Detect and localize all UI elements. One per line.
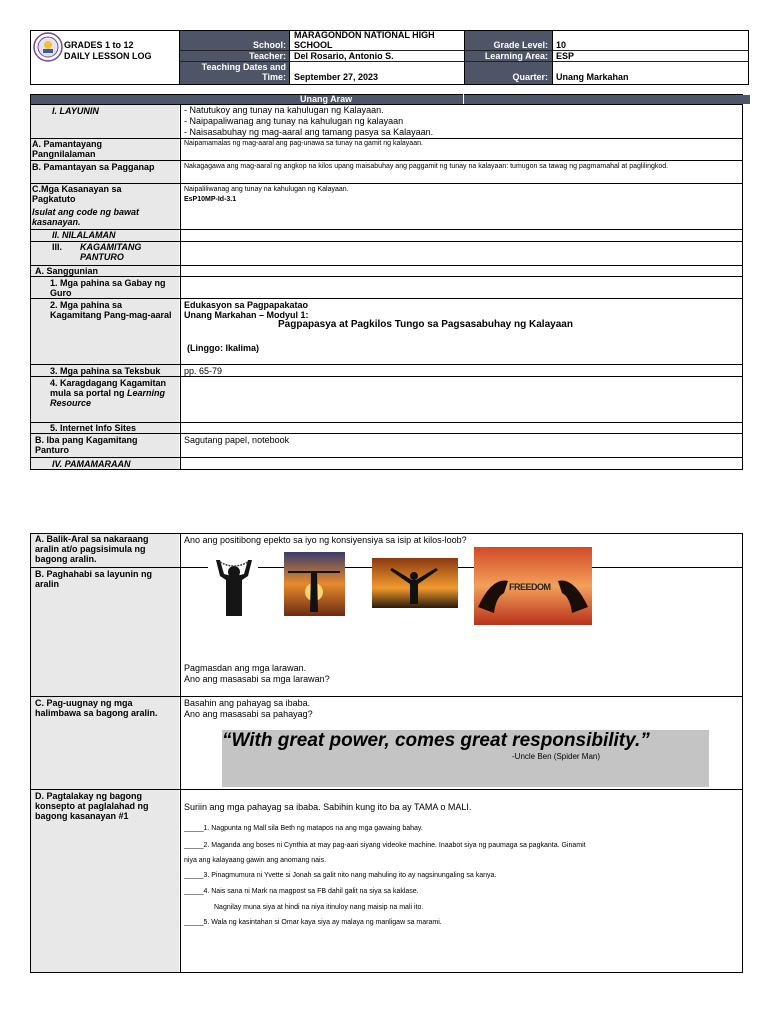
day-header: Unang Araw	[300, 94, 353, 104]
layunin-line-1: - Natutukoy ang tunay na kahulugan ng Kalayaan.	[184, 105, 384, 115]
internet-info-label: 5. Internet Info Sites	[50, 423, 137, 433]
kagamitang-label: KAGAMITANG PANTURO	[80, 242, 142, 262]
module-quarter: Unang Markahan – Modyul 1:	[184, 310, 309, 320]
pag-uugnay-value-2: Ano ang masasabi sa pahayag?	[184, 709, 313, 719]
layunin-line-3: - Naisasabuhay ng mag-aaral ang tamang pasya sa Kalayaan.	[184, 127, 434, 137]
iba-pang-kagamitan-label: B. Iba pang Kagamitang Panturo	[35, 435, 138, 455]
deped-seal-logo	[33, 32, 63, 62]
quarter-label: Quarter:	[512, 72, 548, 82]
pagtalakay-item-3: _____3. Pinagmumura ni Yvette si Jonah sa galit nito nang mahuling ito ay nagsinungaling sa kanya.	[184, 872, 497, 879]
learning-resource-text: Learning Resource	[50, 388, 166, 408]
kasanayan-value: Naipaliliwanag ang tunay na kahulugan ng Kalayaan.	[184, 186, 349, 193]
kasanayan-note: Isulat ang code ng bawat kasanayan.	[32, 207, 140, 227]
pagtalakay-item-1: _____1. Nagpunta ng Mall sila Beth ng matapos na ang mga gawaing bahay.	[184, 825, 423, 832]
pagtalakay-item-4-cont: Nagnilay muna siya at hindi na niya itinuloy nang maisip na mali ito.	[214, 904, 424, 911]
dates-value: September 27, 2023	[294, 72, 379, 82]
pagtalakay-item-5: _____5. Wala ng kasintahan si Omar kaya siya ay malaya ng manligaw sa marami.	[184, 919, 442, 926]
freedom-silhouette-image	[372, 558, 458, 608]
quarter-value: Unang Markahan	[556, 72, 629, 82]
quote-author: -Uncle Ben (Spider Man)	[512, 752, 601, 761]
kasanayan-code: EsP10MP-Id-3.1	[184, 196, 237, 203]
area-value: ESP	[556, 51, 575, 61]
pamantayang-pangnilalaman-label: A. Pamantayang Pangnilalaman	[32, 139, 103, 159]
sanggunian-label: A. Sanggunian	[35, 266, 98, 276]
module-title: Pagpapasya at Pagkilos Tungo sa Pagsasabuhay ng Kalayaan	[278, 319, 573, 330]
area-label: Learning Area:	[484, 51, 548, 61]
quote-text: “With great power, comes great responsibility.”	[222, 730, 650, 751]
paghahabi-label: B. Paghahabi sa layunin ng aralin	[35, 569, 153, 589]
grade-value: 10	[556, 40, 567, 50]
paghahabi-value-1: Pagmasdan ang mga larawan.	[184, 663, 307, 673]
iba-pang-kagamitan-value: Sagutang papel, notebook	[184, 435, 290, 445]
module-subject: Edukasyon sa Pagpapakatao	[184, 300, 309, 310]
pag-uugnay-label: C. Pag-uugnay ng mga halimbawa sa bagong aralin.	[35, 698, 158, 718]
layunin-label: I. LAYUNIN	[52, 106, 99, 116]
sunset-chains-image	[284, 552, 345, 616]
kasanayan-label: C.Mga Kasanayan sa Pagkatuto	[32, 184, 122, 204]
balik-aral-value: Ano ang positibong epekto sa iyo ng konsiyensiya sa isip at kilos-loob?	[184, 535, 467, 545]
balik-aral-label: A. Balik-Aral sa nakaraang aralin at/o pagsisimula ng bagong aralin.	[35, 534, 149, 564]
pag-uugnay-value-1: Basahin ang pahayag sa ibaba.	[184, 698, 311, 708]
label-column-2	[31, 534, 179, 972]
teacher-value: Del Rosario, Antonio S.	[294, 51, 394, 61]
day-header-row	[31, 95, 750, 104]
grades-title: GRADES 1 to 12	[64, 40, 134, 50]
layunin-line-2: - Naipapaliwanag ang tunay na kahulugan ng kalayaan	[184, 116, 404, 126]
chained-man-image	[208, 556, 258, 622]
nilalaman-label: II. NILALAMAN	[52, 230, 116, 240]
pagtalakay-intro: Suriin ang mga pahayag sa ibaba. Sabihin kung ito ba ay TAMA o MALI.	[184, 802, 472, 812]
pamantayan-pagganap-label: B. Pamantayan sa Pagganap	[32, 162, 155, 172]
school-value: MARAGONDON NATIONAL HIGH SCHOOL	[294, 30, 435, 50]
pagtalakay-item-4: _____4. Nais sana ni Mark na magpost sa FB dahil galit na siya sa kaklase.	[184, 888, 419, 895]
grade-label: Grade Level:	[493, 40, 548, 50]
pagtalakay-item-2: _____2. Maganda ang boses ni Cynthia at may pag-aari siyang videoke machine. Inaabot siya ng paumaga sa pagkanta. Ginamit	[184, 842, 586, 849]
teksbuk-value: pp. 65-79	[184, 366, 223, 376]
pagtalakay-label: D. Pagtalakay ng bagong konsepto at paglalahad ng bagong kasanayan #1	[35, 791, 149, 821]
karagdagang-text: 4. Karagdagang Kagamitan mula sa portal ng	[50, 378, 167, 398]
dll-title: DAILY LESSON LOG	[64, 51, 152, 61]
gabay-guro-label: 1. Mga pahina sa Gabay ng Guro	[50, 278, 166, 298]
pamantayang-pangnilalaman-value: Naipamamalas ng mag-aaral ang pag-unawa sa tunay na gamit ng kalayaan.	[184, 140, 423, 147]
karagdagang-kagamitan-label	[50, 378, 175, 408]
pamantayan-pagganap-value: Nakagagawa ang mag-aaral ng angkop na kilos upang maisabuhay ang paggamit ng tunay na kalayaan: tumugon sa tawag ng pagmamahal at paglilingkod.	[184, 163, 669, 170]
module-week: (Linggo: Ikalima)	[187, 343, 259, 353]
teacher-label: Teacher:	[249, 51, 286, 61]
pamamaraan-label: IV. PAMAMARAAN	[52, 459, 131, 469]
paghahabi-value-2: Ano ang masasabi sa mga larawan?	[184, 674, 330, 684]
school-label: School:	[253, 40, 286, 50]
freedom-image-text: FREEDOM	[509, 582, 551, 592]
teksbuk-label: 3. Mga pahina sa Teksbuk	[50, 366, 161, 376]
kagamitang-num: III.	[52, 242, 63, 252]
pagtalakay-item-2-cont: niya ang kalayaang gawin ang anomang nais.	[184, 857, 327, 864]
kagamitang-pang-mag-aaral-label: 2. Mga pahina sa Kagamitang Pang-mag-aaral	[50, 300, 172, 320]
dates-label: Teaching Dates and Time:	[201, 62, 286, 82]
